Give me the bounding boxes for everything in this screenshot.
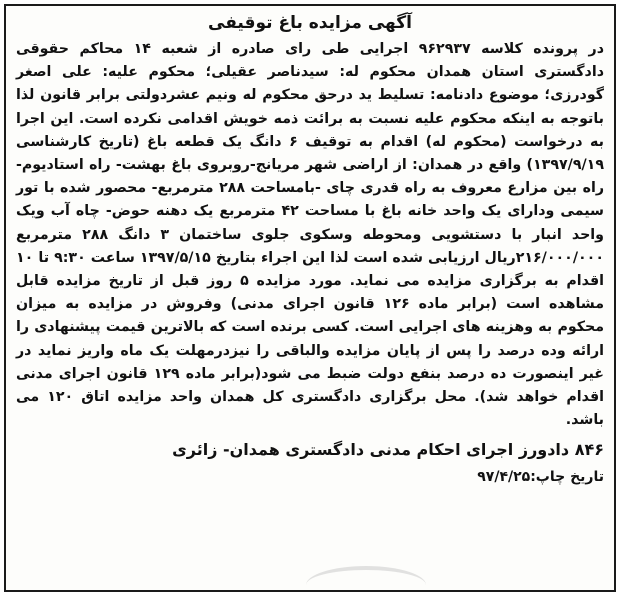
notice-paragraph: در پرونده کلاسه ۹۶۲۹۳۷ اجرایی طی رای صادره از شعبه ۱۴ محاکم حقوقی دادگستری استان همدان محکوم له: سیدناصر عقیلی؛ محکوم علیه: علی اصغر گودرزی؛ موضوع دادنامه: تسلیط ید درحق محکوم له ونیم عشردولتی برابر قانون لذا باتوجه به اینکه محکوم علیه نسبت به برائت ذمه خویش اقدامی نکرده است. این اجرا به درخواست (محکوم له) اقدام به توقیف ۶ دانگ یک قطعه باغ (تاریخ کارشناسی ۱۳۹۷/۹/۱۹) واقع در همدان: از اراضی شهر مریانج-روبروی باغ بهشت- راه استادیوم- راه بین مزارع معروف به راه قدری چای -بامساحت ۲۸۸ مترمربع- محصور شده با تور سیمی ودارای یک واحد خانه باغ با مساحت ۴۲ مترمربع یک دهنه حوض- چاه آب ویک واحد انبار با دستشویی ومحوطه وسکوی جلوی ساختمان ۳ دانگ ۲۸۸ مترمربع ۲۱۶/۰۰۰/۰۰۰ریال ارزیابی شده است لذا این اجراء بتاریخ ۱۳۹۷/۵/۱۵ ساعت ۹:۳۰ تا ۱۰ اقدام به برگزاری مزایده می نماید. مورد مزایده ۵ روز قبل از تاریخ مزایده قابل مشاهده است (برابر ماده ۱۲۶ قانون اجرای مدنی) وفروش در مزایده به میزان محکوم به وهزینه های اجرایی است. کسی برنده است که بالاترین قیمت پیشنهادی را ارائه وده درصد را پس از پایان مزایده والباقی را نیزدرمهلت یک ماه واریز نماید در غیر اینصورت ده درصد بنفع دولت ضبط می شود(برابر ماده ۱۲۹ قانون اجرای مدنی اقدام خواهد شد). محل برگزاری دادگستری کل همدان واحد مزایده اتاق ۱۲۰ می باشد. [16, 41, 605, 429]
notice-signature: ۸۴۶ دادورز اجرای احکام مدنی دادگستری همدان- زائری [172, 440, 604, 460]
print-date: تاریخ چاپ:۹۷/۴/۲۵ [477, 469, 604, 486]
faded-stamp-mark [306, 566, 426, 592]
notice-title: آگهی مزایده باغ توقیفی [208, 13, 412, 33]
auction-notice [4, 4, 616, 592]
notice-body [16, 38, 604, 432]
